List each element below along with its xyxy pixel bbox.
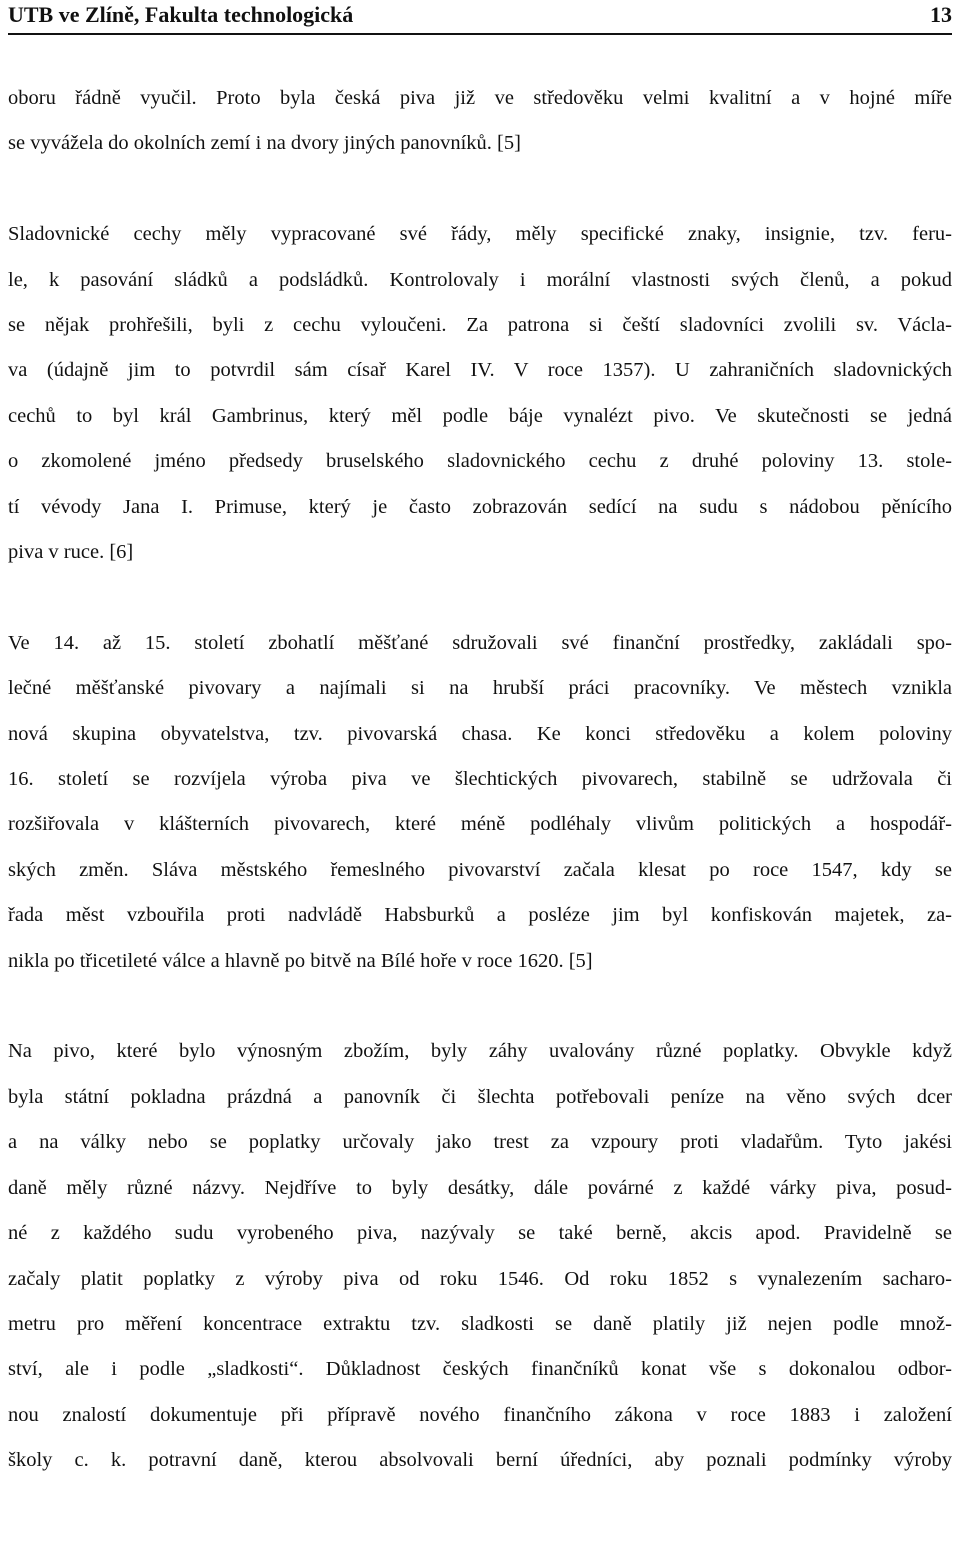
document-body [8, 76, 952, 1484]
text-line: Na pivo, které bylo výnosným zbožím, byly záhy uvalovány různé poplatky. Obvykle když [8, 1040, 952, 1063]
text-line: daně měly různé názvy. Nejdříve to byly desátky, dále povárné z každé várky piva, posud- [8, 1176, 952, 1199]
paragraph-gap [8, 575, 952, 620]
paragraph-export [8, 76, 952, 167]
text-line: řada měst vzbouřila proti nadvládě Habsburků a posléze jim byl konfiskován majetek, za- [8, 904, 952, 927]
header-divider [8, 33, 952, 35]
text-line: začaly platit poplatky z výroby piva od roku 1546. Od roku 1852 s vynalezením sacharo- [8, 1267, 952, 1290]
text-line: cechů to byl král Gambrinus, který měl podle báje vynalézt pivo. Ve skutečnosti se jedná [8, 404, 952, 427]
text-line: oboru řádně vyučil. Proto byla česká piva již ve středověku velmi kvalitní a v hojné míře [8, 87, 952, 109]
text-line: metru pro měření koncentrace extraktu tzv. sladkosti se daně platily již nejen podle množ- [8, 1312, 952, 1335]
text-line: 16. století se rozvíjela výroba piva ve šlechtických pivovarech, stabilně se udržovala či [8, 768, 952, 791]
text-line: nou znalostí dokumentuje při přípravě nového finančního zákona v roce 1883 i založení [8, 1403, 952, 1426]
page-header [8, 0, 952, 30]
text-line: Ve 14. až 15. století zbohatlí měšťané sdružovali své finanční prostředky, zakládali spo- [8, 631, 952, 654]
text-line: byla státní pokladna prázdná a panovník či šlechta potřebovali peníze na věno svých dcer [8, 1085, 952, 1108]
text-line: lečné měšťanské pivovary a najímali si na hrubší práci pracovníky. Ve městech vznikla [8, 677, 952, 700]
text-line: piva v ruce. [6] [8, 541, 134, 564]
text-line: le, k pasování sládků a podsládků. Kontrolovaly i morální vlastnosti svých členů, a pokud [8, 268, 952, 291]
paragraph-gap [8, 167, 952, 212]
text-line: ství, ale i podle „sladkosti“. Důkladnost českých finančníků konat vše s dokonalou odbor- [8, 1358, 952, 1381]
paragraph-burghers [8, 621, 952, 984]
text-line: školy c. k. potravní daně, kterou absolvovali berní úředníci, aby poznali podmínky výroby [8, 1449, 952, 1472]
text-line: o zkomolené jméno předsedy bruselského sladovnického cechu z druhé poloviny 13. stole- [8, 450, 952, 473]
text-line: va (údajně jim to potvrdil sám císař Karel IV. V roce 1357). U zahraničních sladovnických [8, 359, 952, 382]
page-number: 13 [930, 2, 952, 27]
text-line: rozšiřovala v klášterních pivovarech, které méně podléhaly vlivům politických a hospodář- [8, 813, 952, 836]
paragraph-taxes [8, 1029, 952, 1483]
text-line: né z každého sudu vyrobeného piva, nazývaly se také berně, akcis apod. Pravidelně se [8, 1222, 952, 1245]
text-line: nová skupina obyvatelstva, tzv. pivovarská chasa. Ke konci středověku a kolem poloviny [8, 722, 952, 745]
text-line: tí vévody Jana I. Primuse, který je často zobrazován sedící na sudu s nádobou pěnícího [8, 495, 952, 518]
text-line: Sladovnické cechy měly vypracované své řády, měly specifické znaky, insignie, tzv. feru- [8, 223, 952, 246]
text-line: se vyvážela do okolních zemí i na dvory jiných panovníků. [5] [8, 132, 521, 155]
paragraph-gap [8, 984, 952, 1029]
text-line: se nějak prohřešili, byli z cechu vyloučeni. Za patrona si čeští sladovníci zvolili sv. Václa- [8, 314, 952, 337]
paragraph-guilds [8, 212, 952, 575]
text-line: ských změn. Sláva městského řemeslného pivovarství začala klesat po roce 1547, kdy se [8, 858, 952, 881]
text-line: a na války nebo se poplatky určovaly jako trest za vzpoury proti vladařům. Tyto jakési [8, 1131, 952, 1154]
header-title: UTB ve Zlíně, Fakulta technologická [8, 2, 354, 27]
text-line: nikla po třicetileté válce a hlavně po bitvě na Bílé hoře v roce 1620. [5] [8, 949, 593, 972]
